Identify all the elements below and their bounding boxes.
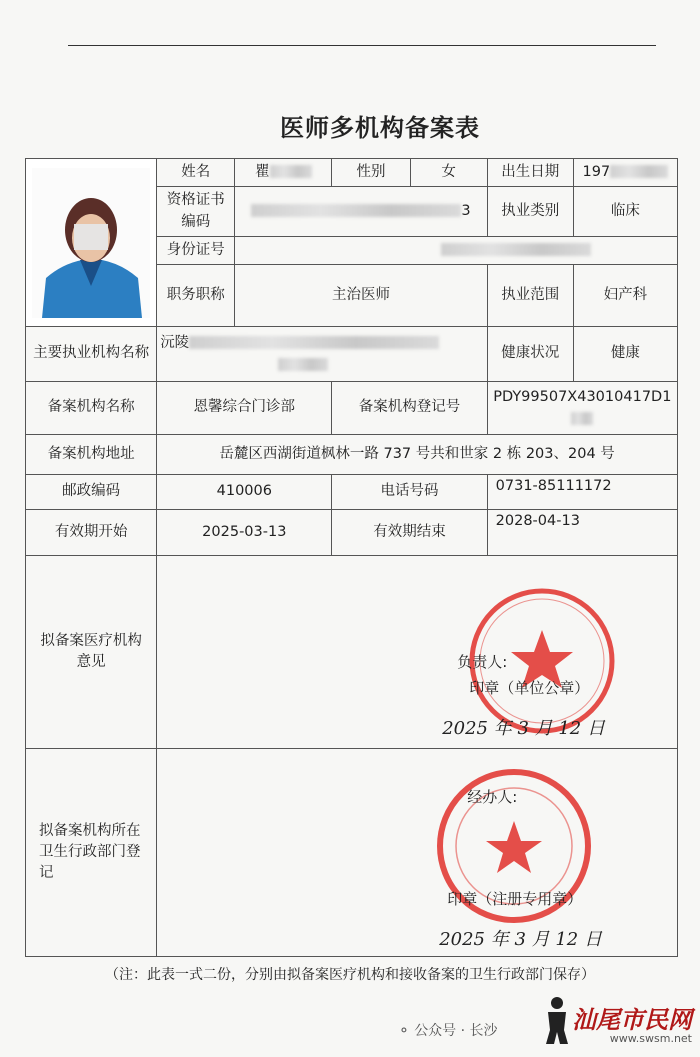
label-practice-type: 执业类别 [487, 187, 573, 237]
label-position: 职务职称 [157, 265, 235, 327]
value-postcode: 410006 [157, 475, 332, 510]
value-filing-institution: 恩馨综合门诊部 [157, 382, 332, 435]
value-name: 瞿 [235, 159, 332, 187]
label-valid-end: 有效期结束 [332, 510, 487, 556]
label-filing-reg-no: 备案机构登记号 [332, 382, 487, 435]
label-health: 健康状况 [487, 327, 573, 382]
registration-stamp-label: 印章（注册专用章） [447, 890, 583, 908]
institution-stamp-label: 印章（单位公章） [469, 679, 590, 697]
brand-url: www.swsm.net [609, 1032, 692, 1045]
value-birth: 197 [573, 159, 677, 187]
value-valid-start: 2025-03-13 [157, 510, 332, 556]
handler-label: 经办人: [467, 788, 518, 806]
label-id-no: 身份证号 [157, 237, 235, 265]
value-main-institution: 沅陵 [157, 327, 487, 382]
value-practice-scope: 妇产科 [573, 265, 677, 327]
value-cert-no: 3 [235, 187, 487, 237]
value-position: 主治医师 [235, 265, 487, 327]
portrait-image [32, 168, 150, 318]
filing-form-table [25, 158, 678, 957]
person-figure-icon [542, 996, 572, 1044]
label-cert-no: 资格证书编码 [157, 187, 235, 237]
label-valid-start: 有效期开始 [26, 510, 157, 556]
label-name: 姓名 [157, 159, 235, 187]
value-health: 健康 [573, 327, 677, 382]
label-filing-institution: 备案机构名称 [26, 382, 157, 435]
value-valid-end: 2028-04-13 [487, 510, 677, 556]
label-birth: 出生日期 [487, 159, 573, 187]
value-id-no [235, 237, 678, 265]
form-title: 医师多机构备案表 [280, 114, 480, 142]
footnote: （注：此表一式二份，分别由拟备案医疗机构和接收备案的卫生行政部门保存） [105, 967, 595, 983]
label-postcode: 邮政编码 [26, 475, 157, 510]
label-opinion-health-dept: 拟备案机构所在卫生行政部门登记 [26, 749, 157, 957]
responsible-label: 负责人: [457, 653, 508, 671]
value-filing-address: 岳麓区西湖街道枫林一路 737 号共和世家 2 栋 203、204 号 [157, 435, 678, 475]
value-gender: 女 [410, 159, 487, 187]
label-opinion-institution: 拟备案医疗机构意见 [26, 556, 157, 749]
top-rule [68, 45, 656, 46]
value-practice-type: 临床 [573, 187, 677, 237]
institution-sign-date: 2025 年 3 月 12 日 [442, 718, 605, 739]
opinion-health-dept-cell [157, 749, 678, 957]
label-filing-address: 备案机构地址 [26, 435, 157, 475]
wechat-account: ⚬ 公众号 · 长沙 [398, 1023, 498, 1039]
value-filing-reg-no: PDY99507X43010417D1 [487, 382, 677, 435]
health-dept-sign-date: 2025 年 3 月 12 日 [439, 929, 602, 950]
photo [26, 159, 157, 327]
value-phone: 0731-85111172 [487, 475, 677, 510]
label-phone: 电话号码 [332, 475, 487, 510]
label-practice-scope: 执业范围 [487, 265, 573, 327]
brand-watermark [572, 1000, 692, 1045]
label-gender: 性别 [332, 159, 410, 187]
opinion-institution-cell [157, 556, 678, 749]
wechat-icon: ⚬ [398, 1023, 415, 1039]
label-main-institution: 主要执业机构名称 [26, 327, 157, 382]
brand-name: 汕尾市民网 [572, 1005, 692, 1034]
